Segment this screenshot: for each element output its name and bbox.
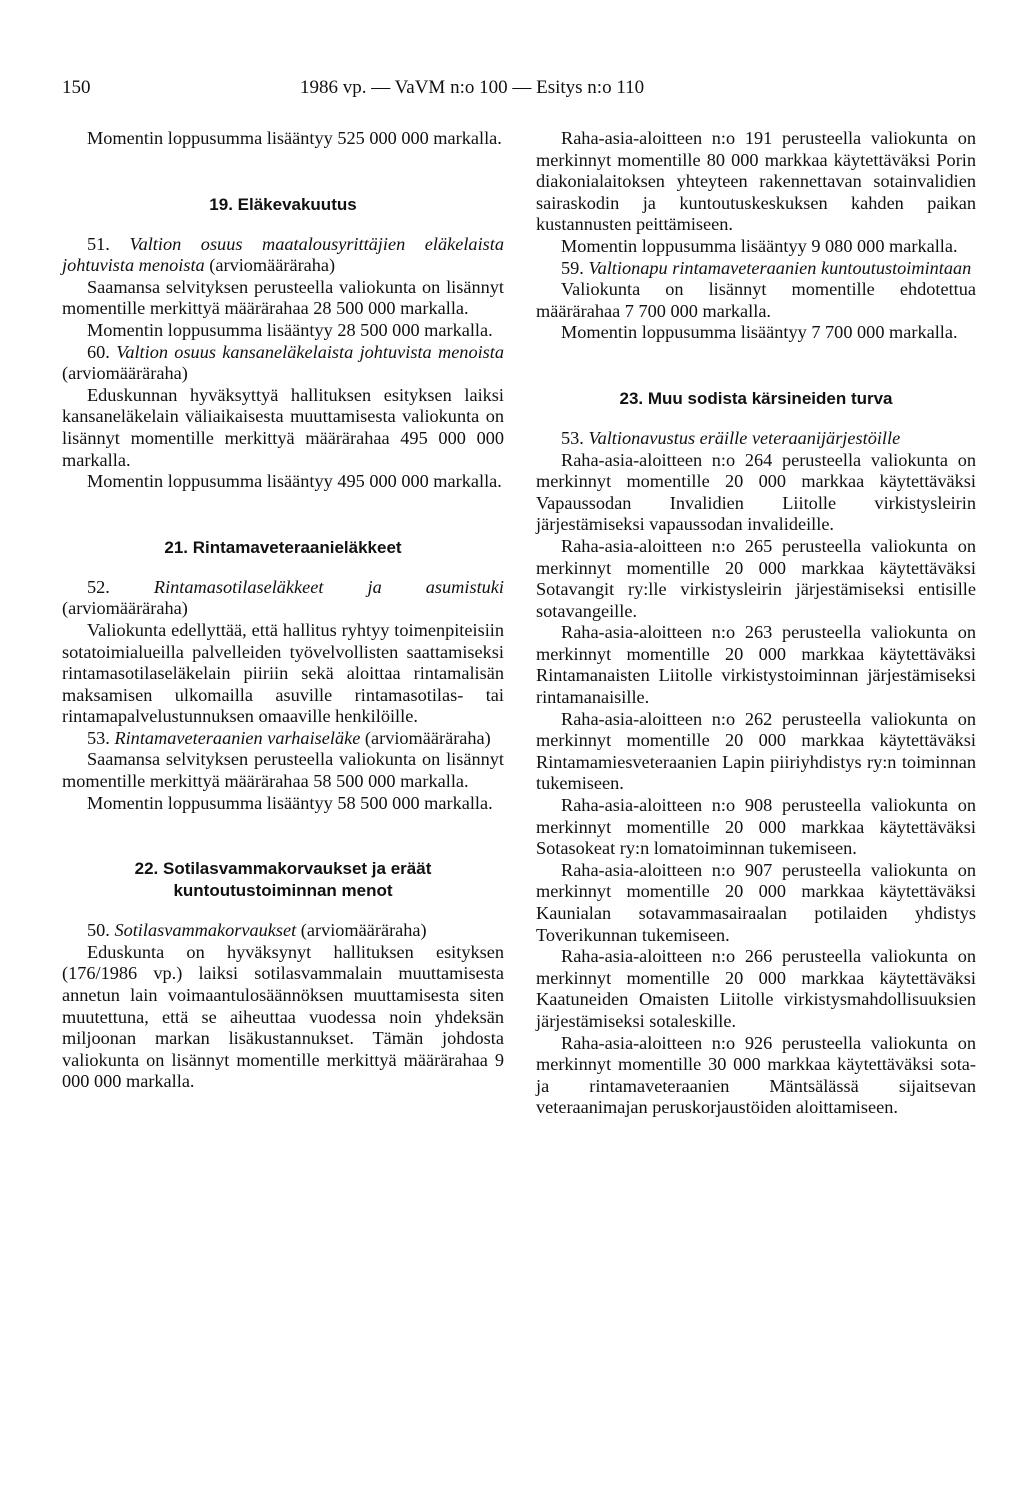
item-number: 59.	[561, 257, 584, 278]
section-heading: 22. Sotilasvammakorvaukset ja eräät kuntoutustoiminnan menot	[134, 859, 432, 901]
paragraph: Saamansa selvityksen perusteella valiokunta on lisännyt momentille merkittyä määrärahaa 28 500 000 markalla.	[62, 276, 504, 319]
item-title: Rintamaveteraanien varhaiseläke	[114, 727, 361, 748]
item-type: (arviomääräraha)	[300, 920, 427, 941]
paragraph: Saamansa selvityksen perusteella valiokunta on lisännyt momentille merkittyä määrärahaa 58 500 000 markalla.	[62, 749, 504, 792]
item-heading	[62, 920, 504, 942]
paragraph: Valiokunta edellyttää, että hallitus ryhtyy toimenpiteisiin sotatoimialueilla palvelleiden työvelvollisten saattamiseksi rintamasotilaseläkelain piiriin sekä aloittaa rintamalisän maksamisen ulkomailla asuville rintamasotilas- tai rintamapalvelustunnuksen omaaville henkilöille.	[62, 619, 504, 727]
paragraph: Momentin loppusumma lisääntyy 525 000 000 markalla.	[87, 128, 502, 148]
item-number: 51.	[87, 233, 110, 254]
list-item: Raha-asia-aloitteen n:o 266 perusteella valiokunta on merkinnyt momentille 20 000 markkaa käytettäväksi Kaatuneiden Omaisten Liitolle virkistysmahdollisuuksien järjestämiseksi sotaleskille.	[536, 946, 976, 1031]
item-heading	[62, 577, 504, 620]
item-title: Valtion osuus kansaneläkelaista johtuvista menoista	[116, 341, 504, 362]
paragraph: Valiokunta on lisännyt momentille ehdotettua määrärahaa 7 700 000 markalla.	[536, 279, 976, 321]
page-number: 150	[62, 77, 91, 98]
item-heading	[62, 728, 504, 750]
list-item: Raha-asia-aloitteen n:o 264 perusteella valiokunta on merkinnyt momentille 20 000 markkaa käytettäväksi Vapaussodan Invalidien Liitolle virkistysleirin järjestämiseksi vapaussodan invalideille.	[536, 449, 976, 535]
item-type: (arviomääräraha)	[62, 363, 188, 384]
item-heading	[536, 258, 976, 280]
paragraph: Momentin loppusumma lisääntyy 9 080 000 markalla.	[561, 235, 958, 256]
list-item: Raha-asia-aloitteen n:o 265 perusteella valiokunta on merkinnyt momentille 20 000 markkaa käytettäväksi Sotavangit ry:lle virkistysleirin järjestämiseksi entisille sotavangeille.	[536, 535, 976, 621]
item-type: (arviomääräraha)	[209, 255, 336, 276]
page-header	[62, 76, 962, 100]
item-heading	[62, 342, 504, 385]
item-type: (arviomääräraha)	[62, 598, 188, 619]
list-item: Raha-asia-aloitteen n:o 262 perusteella valiokunta on merkinnyt momentille 20 000 markkaa käytettäväksi Rintamamiesveteraanien Lapin piiriyhdistys ry:n toiminnan tukemiseen.	[536, 708, 976, 794]
paragraph: Eduskunnan hyväksyttyä hallituksen esityksen laiksi kansaneläkelain väliaikaisesta muuttamisesta valiokunta on lisännyt momentille merkittyä määrärahaa 495 000 000 markalla.	[62, 384, 504, 470]
item-heading	[536, 428, 976, 450]
list-item: Raha-asia-aloitteen n:o 907 perusteella valiokunta on merkinnyt momentille 20 000 markkaa käytettäväksi Kaunialan sotavammasairaalan potilaiden yhdistys Toverikunnan tukemiseen.	[536, 859, 976, 945]
paragraph: Eduskunta on hyväksynyt hallituksen esityksen (176/1986 vp.) laiksi sotilasvammalain muuttamisesta annetun lain voimaantulosäännöksen muuttamisesta siten muutettuna, että se aiheuttaa vuodessa noin yhdeksän miljoonan markan lisäkustannukset. Tämän johdosta valiokunta on lisännyt momentille merkittyä määrärahaa 9 000 000 markalla.	[62, 941, 504, 1092]
item-number: 53.	[561, 427, 584, 448]
paragraph: Momentin loppusumma lisääntyy 495 000 000 markalla.	[87, 471, 502, 492]
item-number: 53.	[87, 727, 110, 748]
item-title: Valtionavustus eräille veteraanijärjestöille	[588, 427, 901, 448]
paragraph: Momentin loppusumma lisääntyy 7 700 000 markalla.	[561, 322, 958, 343]
item-number: 50.	[87, 920, 110, 941]
item-number: 52.	[87, 576, 110, 597]
section-heading: 23. Muu sodista kärsineiden turva	[619, 388, 893, 408]
list-item: Raha-asia-aloitteen n:o 908 perusteella valiokunta on merkinnyt momentille 20 000 markkaa käytettäväksi Sotasokeat ry:n lomatoiminnan tukemiseen.	[536, 795, 976, 859]
left-column	[62, 128, 504, 1093]
section-heading: 21. Rintamaveteraanieläkkeet	[164, 537, 402, 557]
list-item: Raha-asia-aloitteen n:o 926 perusteella valiokunta on merkinnyt momentille 30 000 markkaa käytettäväksi sota- ja rintamaveteraanien Mäntsälässä sijaitsevan veteraanimajan peruskorjaustöiden aloittamiseen.	[536, 1032, 976, 1118]
item-type: (arviomääräraha)	[364, 727, 491, 748]
item-title: Rintamasotilaseläkkeet ja asumistuki	[153, 576, 504, 597]
running-title: 1986 vp. — VaVM n:o 100 — Esitys n:o 110	[300, 77, 645, 98]
item-title: Valtionapu rintamaveteraanien kuntoutustoimintaan	[588, 257, 972, 278]
right-column	[536, 128, 976, 1119]
item-number: 60.	[87, 341, 110, 362]
item-heading	[62, 234, 504, 277]
section-heading: 19. Eläkevakuutus	[209, 194, 357, 214]
paragraph: Raha-asia-aloitteen n:o 191 perusteella valiokunta on merkinnyt momentille 80 000 markkaa käytettäväksi Porin diakonialaitoksen yhteyteen rakennettavan sotainvalidien sairaskodin ja kuntoutuskeskuksen kahden paikan kustannusten peittämiseen.	[536, 128, 976, 235]
item-title: Valtion osuus maatalousyrittäjien eläkelaista johtuvista menoista	[62, 233, 504, 276]
paragraph: Momentin loppusumma lisääntyy 28 500 000 markalla.	[87, 319, 493, 340]
list-item: Raha-asia-aloitteen n:o 263 perusteella valiokunta on merkinnyt momentille 20 000 markkaa käytettäväksi Rintamanaisten Liitolle virkistystoiminnan järjestämiseksi rintamanaisille.	[536, 622, 976, 708]
paragraph: Momentin loppusumma lisääntyy 58 500 000 markalla.	[87, 792, 493, 813]
item-title: Sotilasvammakorvaukset	[114, 920, 297, 941]
